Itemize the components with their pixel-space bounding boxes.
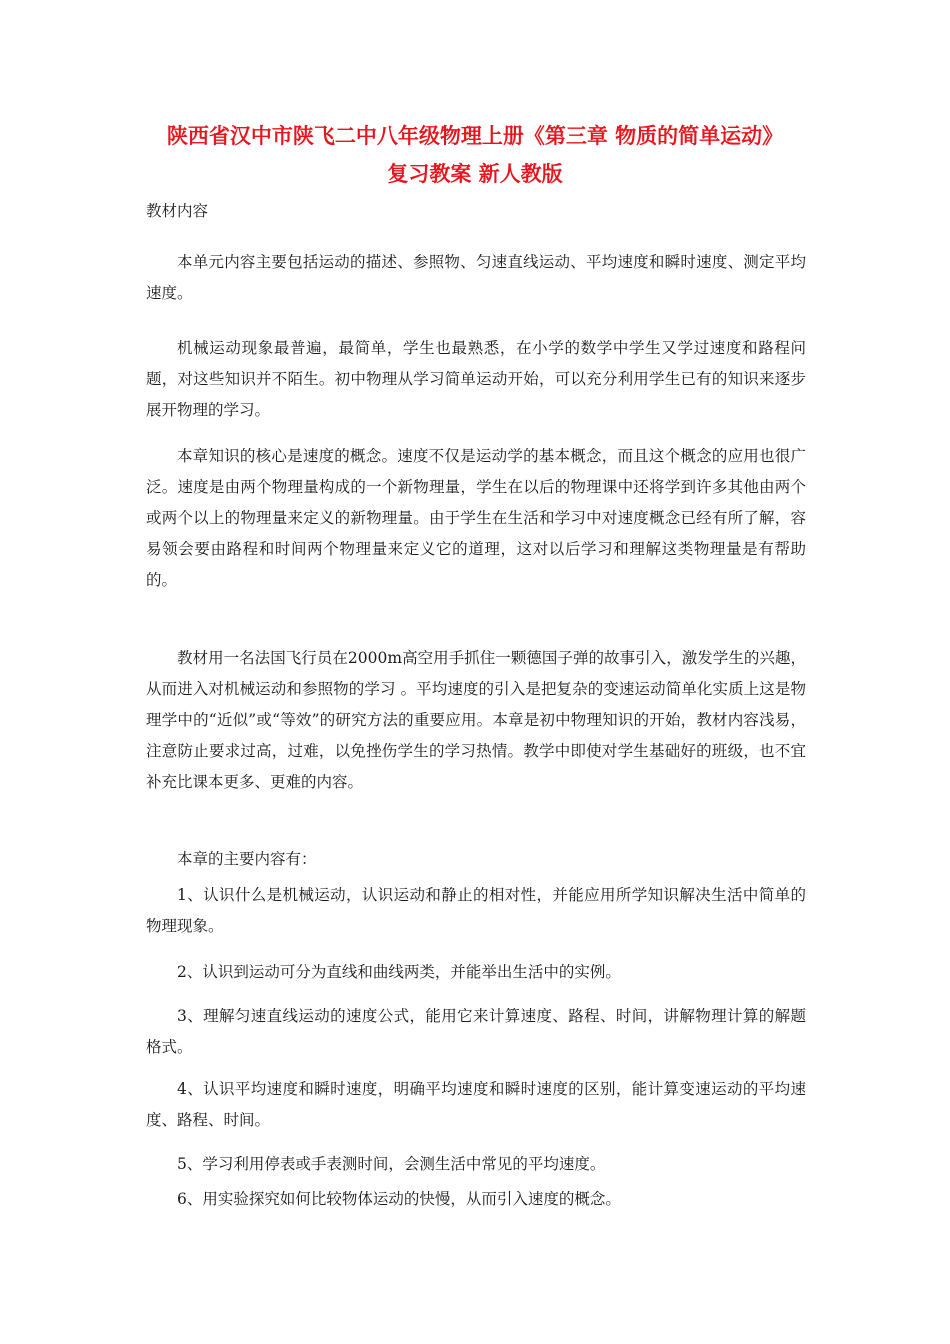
list-item: 5、学习利用停表或手表测时间，会测生活中常见的平均速度。 (177, 1154, 606, 1173)
paragraph-mechanical-motion: 机械运动现象最普遍，最简单，学生也最熟悉，在小学的数学中学生又学过速度和路程问题，对这些知识并不陌生。初中物理从学习简单运动开始，可以充分利用学生已有的知识来逐步展开物理的学习。 (146, 338, 806, 419)
list-item: 2、认识到运动可分为直线和曲线两类，并能举出生活中的实例。 (177, 962, 621, 981)
paragraph-speed-concept: 本章知识的核心是速度的概念。速度不仅是运动学的基本概念，而且这个概念的应用也很广泛。速度是由两个物理量构成的一个新物理量，学生在以后的物理课中还将学到许多其他由两个或两个以上的物理量来定义的新物理量。由于学生在生活和学习中对速度概念已经有所了解，容易领会要由路程和时间两个物理量来定义它的道理，这对以后学习和理解这类物理量是有帮助的。 (146, 446, 806, 589)
list-item: 3、理解匀速直线运动的速度公式，能用它来计算速度、路程、时间，讲解物理计算的解题格式。 (146, 1006, 806, 1056)
list-item: 4、认识平均速度和瞬时速度，明确平均速度和瞬时速度的区别，能计算变速运动的平均速度、路程、时间。 (146, 1079, 806, 1129)
document-title-line1: 陕西省汉中市陕飞二中八年级物理上册《第三章 物质的简单运动》 (166, 123, 784, 148)
paragraph-overview: 本单元内容主要包括运动的描述、参照物、匀速直线运动、平均速度和瞬时速度、测定平均速度。 (146, 252, 806, 302)
paragraph-main-contents-heading: 本章的主要内容有： (177, 849, 317, 868)
section-label: 教材内容 (146, 202, 209, 220)
paragraph-textbook-intro: 教材用一名法国飞行员在2000m高空用手抓住一颗德国子弹的故事引入，激发学生的兴趣，从而进入对机械运动和参照物的学习 。平均速度的引入是把复杂的变速运动简单化实质上这是物理学中的“近似”或“等效”的研究方法的重要应用。本章是初中物理知识的开始，教材内容浅易，注意防止要求过高，过难，以免挫伤学生的学习热情。教学中即使对学生基础好的班级，也不宜补充比课本更多、更难的内容。 (146, 648, 806, 791)
document-title-line2: 复习教案 新人教版 (387, 161, 563, 186)
list-item: 1、认识什么是机械运动，认识运动和静止的相对性，并能应用所学知识解决生活中简单的物理现象。 (146, 885, 806, 935)
list-item: 6、用实验探究如何比较物体运动的快慢，从而引入速度的概念。 (177, 1189, 621, 1208)
